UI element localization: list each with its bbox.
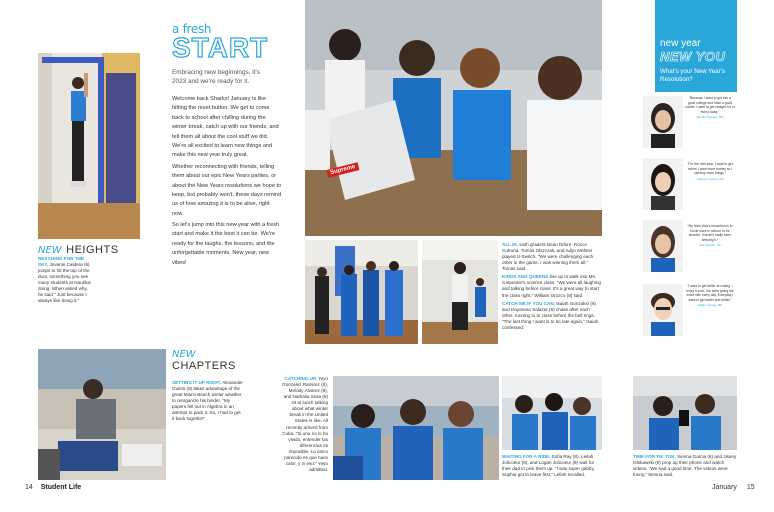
right-folio xyxy=(712,484,755,491)
class-line-photo xyxy=(305,240,418,344)
chapters-caption-lead: SETTING IT UP RIGHT, xyxy=(172,380,222,385)
headshot-1 xyxy=(643,96,683,148)
lunch-table-photo xyxy=(333,376,499,480)
tiktok-caption-lead: TIME FOR TIK TOK, xyxy=(633,454,676,459)
quote-1 xyxy=(685,96,735,119)
article-paragraph: Whether reconnecting with friends, telling them about our epic New Years parties, or about the New Years resolutions we hope to keep, but probably won't, these days remind us of how amazing it is to be alive, right now. xyxy=(172,163,282,217)
left-folio xyxy=(25,484,81,491)
heights-heading-caps: HEIGHTS xyxy=(66,244,119,256)
kings-caption xyxy=(502,274,602,298)
heights-caption-lead: REACHING FOR THE SKY, xyxy=(38,256,84,268)
headshot-2 xyxy=(643,158,683,210)
all-in-caption xyxy=(502,242,602,272)
left-page-number: 14 xyxy=(25,484,33,491)
heights-heading-script: NEW xyxy=(38,245,62,256)
quote-2-who: Yasmine Lucien, 6th xyxy=(696,176,724,181)
waiting-ride-photo xyxy=(502,376,602,450)
left-section-name: Student Life xyxy=(40,484,82,491)
quote-1-text: "Because I want to get into a good college and have a good career, I want to get straight A's in every class." xyxy=(685,96,735,114)
all-in-caption-body: sixth graders Dean Difore, Rocco Cutrona, Tomas Olszczak, and Adyn Meltzer played U-Switch. "We were challenging each other in the game. I was winning them all," Tomas said. xyxy=(502,242,594,272)
quote-2 xyxy=(685,162,735,181)
right-captions-stack xyxy=(502,242,602,331)
jumping-student-photo xyxy=(38,53,140,239)
catching-up-caption-lead: CATCHING UP, xyxy=(284,376,317,381)
kings-caption-lead: KINGS AND QUEENS xyxy=(502,274,549,280)
heights-caption xyxy=(38,256,94,305)
chapters-caption xyxy=(172,380,244,422)
laptop-group-photo xyxy=(305,0,602,236)
chapters-heading-script: NEW xyxy=(172,349,196,360)
chapters-caption-body: Alexander Guisto (8) takes advantage of the great Miami Beach winter weather to reorganize his binder. "My papers fell out in Algebra in an attempt to pack it. So, I had to get it back together" xyxy=(172,380,243,422)
quote-4-text: "I want to get better at coding. I enjoy it a lot. I've been going the extra mile every day. Everyday I want to get better and better." xyxy=(686,284,734,302)
quote-3-text: "My New Year's resolution is to focus more in school, to be smarter. I haven't really been keeping it." xyxy=(687,224,733,242)
chapters-heading xyxy=(172,350,236,372)
tiktok-caption xyxy=(633,454,737,478)
catch-caption-lead: CATCH ME IF YOU CAN, xyxy=(502,300,555,306)
catch-caption xyxy=(502,301,602,331)
quote-2-text: "For the new year, I want to get richer! I want more money so I can buy more things." xyxy=(687,162,733,176)
waiting-ride-caption-body: Sofia Ray (8), Leilah Jolicoeur (8), and Logan Jolicoeur (8) wait for their dad to pick them up. "I was super gabby, Sophia got to leave first," Leilah recalled. xyxy=(502,454,595,478)
tiktok-caption-body: Sienna Garcia (6) and Jisany Ishikawski (6) prop up their phone and watch videos. "We had a good time. The videos were funny," Sienna said. xyxy=(633,454,737,478)
headshot-3 xyxy=(643,220,683,272)
quote-panel xyxy=(655,92,737,352)
quote-3 xyxy=(685,224,735,247)
heights-caption-body: Jovanni Caldera (6) jumps to hit the top of the door, something you see many students at Nautilus doing. When asked why, he said " Just because I always like doing it." xyxy=(38,262,91,304)
fresh-start-title-big: START xyxy=(172,32,269,63)
waiting-ride-caption-lead: WAITING FOR A RIDE, xyxy=(502,454,551,459)
binder-student-photo xyxy=(38,349,166,480)
kings-caption-body: line up to walk into Ms. Carpenter's science class. "We were all laughing and talking before class. It's a great way to start the class right," William Orozco (8) said. xyxy=(502,274,601,298)
waiting-ride-caption xyxy=(502,454,602,478)
sidebar-question: What's your New Year's Resolution? xyxy=(660,68,725,84)
chapters-heading-caps: CHAPTERS xyxy=(172,359,236,372)
all-in-caption-lead: ALL IN, xyxy=(502,242,518,247)
sidebar-title-small: new year xyxy=(660,38,701,49)
catching-up-caption-body: Yeyo Gonzalez Ramirez (8), Melody Alvarez (8), and Nathalia Sosa (8) sit at lunch talking about what winter break in the United States is like. All recently arrived from Cuba. "Si uno no lo ha vivido, entender las diferencias es imposible. Lo único parecido es que hace calor, y ni eso." Yeyo admitted. xyxy=(282,376,328,472)
fresh-start-title-small: a fresh xyxy=(172,22,212,36)
fresh-start-title xyxy=(172,22,300,62)
sidebar-title-big: NEW YOU xyxy=(660,49,726,64)
fresh-start-subtitle: Embracing new beginnings, it's 2023 and we're ready for it. xyxy=(172,69,260,86)
catching-up-caption xyxy=(280,376,328,473)
quote-4-who: Ethan Hyman, 8th xyxy=(697,303,722,308)
new-you-sidebar xyxy=(655,0,737,352)
chase-hallway-photo xyxy=(422,240,498,344)
headshot-4 xyxy=(643,284,683,336)
laptop-sticker: Supreme xyxy=(327,162,360,177)
catch-caption-body: Isaiah Gonzalez (6) and Dayanara Salazar (6) chase after each other, running to to class before the bell rings. "The last thing I want is to be late again," Isaiah confessed. xyxy=(502,300,599,330)
tiktok-photo xyxy=(633,376,737,450)
quote-1-who: Sophie Tschanz, 8th xyxy=(696,115,724,120)
article-paragraph: Welcome back Sharks! January is like hitting the reset button. We get to come back to school after chilling during the winter break, catch up with our friends, and tell them all about the cool stuff we did. We're all excited to learn new things and make this new year truly great. xyxy=(172,96,279,159)
fresh-start-article xyxy=(172,95,282,270)
article-paragraph: So let's jump into this new year with a fresh start and make it the best it can be. We're ready for the laughs, the lessons, and the unforgettable moments. New year, new vibes! xyxy=(172,222,280,266)
quote-4 xyxy=(685,284,735,307)
right-page-number: 15 xyxy=(746,484,755,491)
quote-3-who: Ava Alvarez, 7th xyxy=(699,243,721,248)
right-month-name: January xyxy=(712,484,737,491)
